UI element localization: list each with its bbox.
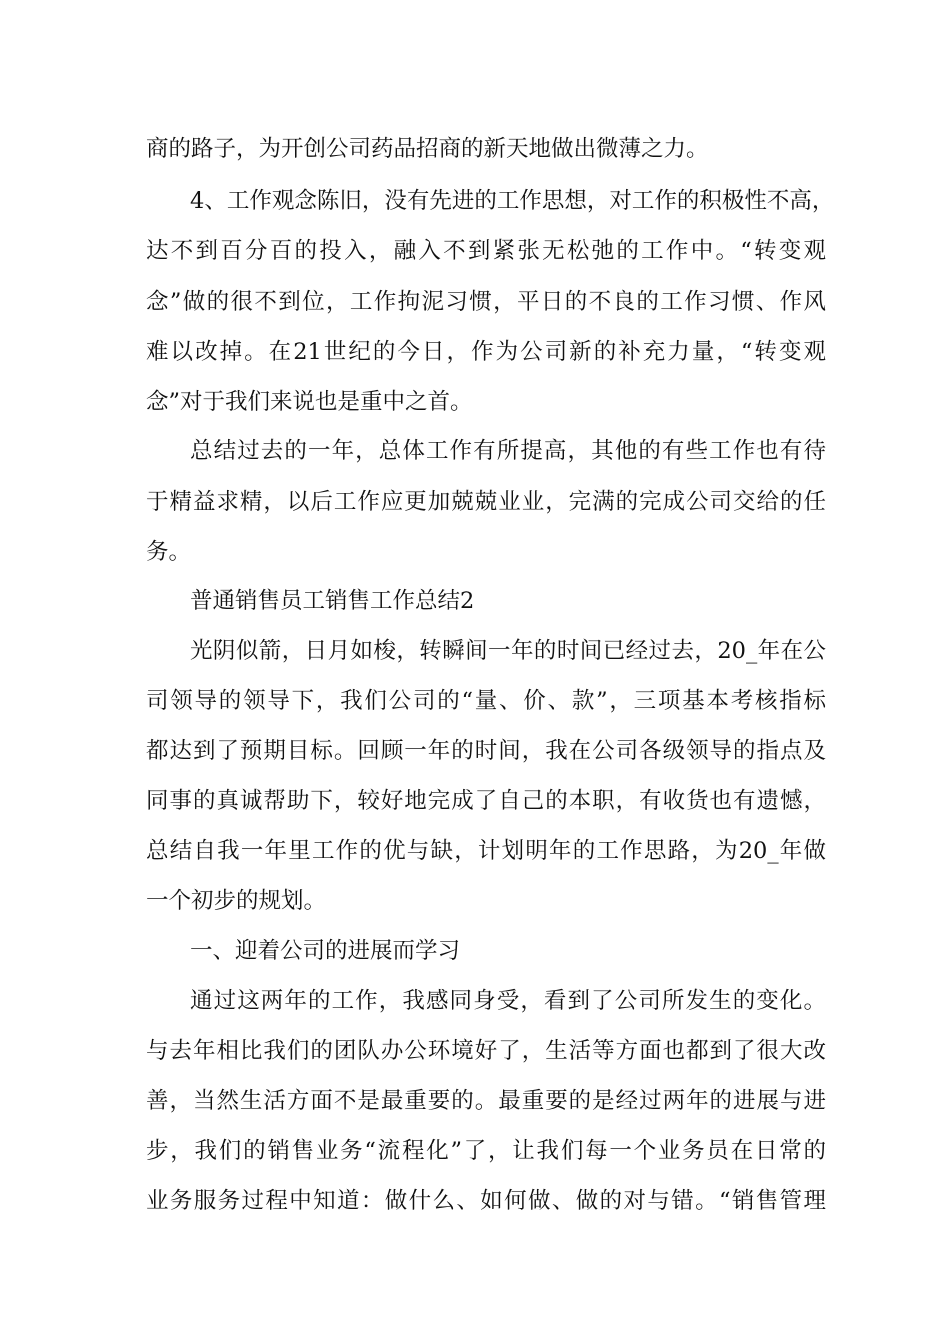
paragraph-line: 念”做的很不到位，工作拘泥习惯，平日的不良的工作习惯、作风 [146, 289, 826, 315]
paragraph-line: 与去年相比我们的团队办公环境好了，生活等方面也都到了很大改 [146, 1038, 826, 1064]
paragraph-line: 司领导的领导下，我们公司的“量、价、款”，三项基本考核指标 [146, 688, 826, 714]
paragraph-line: 都达到了预期目标。回顾一年的时间，我在公司各级领导的指点及 [146, 738, 826, 764]
subsection-heading: 一、迎着公司的进展而学习 [190, 938, 461, 964]
paragraph-line: 业务服务过程中知道：做什么、如何做、做的对与错。“销售管理 [146, 1188, 826, 1214]
paragraph-line: 通过这两年的工作，我感同身受，看到了公司所发生的变化。 [190, 988, 826, 1014]
paragraph-line: 商的路子，为开创公司药品招商的新天地做出微薄之力。 [146, 136, 709, 162]
paragraph-line: 难以改掉。在21世纪的今日，作为公司新的补充力量，“转变观 [146, 339, 826, 365]
paragraph-line: 念”对于我们来说也是重中之首。 [146, 389, 473, 415]
paragraph-line: 善，当然生活方面不是最重要的。最重要的是经过两年的进展与进 [146, 1088, 826, 1114]
paragraph-line: 光阴似箭，日月如梭，转瞬间一年的时间已经过去，20_年在公 [190, 638, 826, 664]
paragraph-line: 一个初步的规划。 [146, 888, 327, 914]
paragraph-line: 于精益求精，以后工作应更加兢兢业业，完满的完成公司交给的任 [146, 489, 826, 515]
paragraph-line: 达不到百分百的投入，融入不到紧张无松弛的工作中。“转变观 [146, 238, 826, 264]
paragraph-line: 总结自我一年里工作的优与缺，计划明年的工作思路，为20_年做 [146, 838, 826, 864]
section-heading: 普通销售员工销售工作总结2 [190, 588, 475, 614]
paragraph-line: 总结过去的一年，总体工作有所提高，其他的有些工作也有待 [190, 438, 826, 464]
paragraph-line: 同事的真诚帮助下，较好地完成了自己的本职，有收货也有遗憾， [146, 788, 826, 814]
paragraph-line: 务。 [146, 539, 192, 565]
paragraph-line: 步，我们的销售业务“流程化”了，让我们每一个业务员在日常的 [146, 1138, 826, 1164]
paragraph-line: 4、工作观念陈旧，没有先进的工作思想，对工作的积极性不高， [190, 188, 835, 214]
